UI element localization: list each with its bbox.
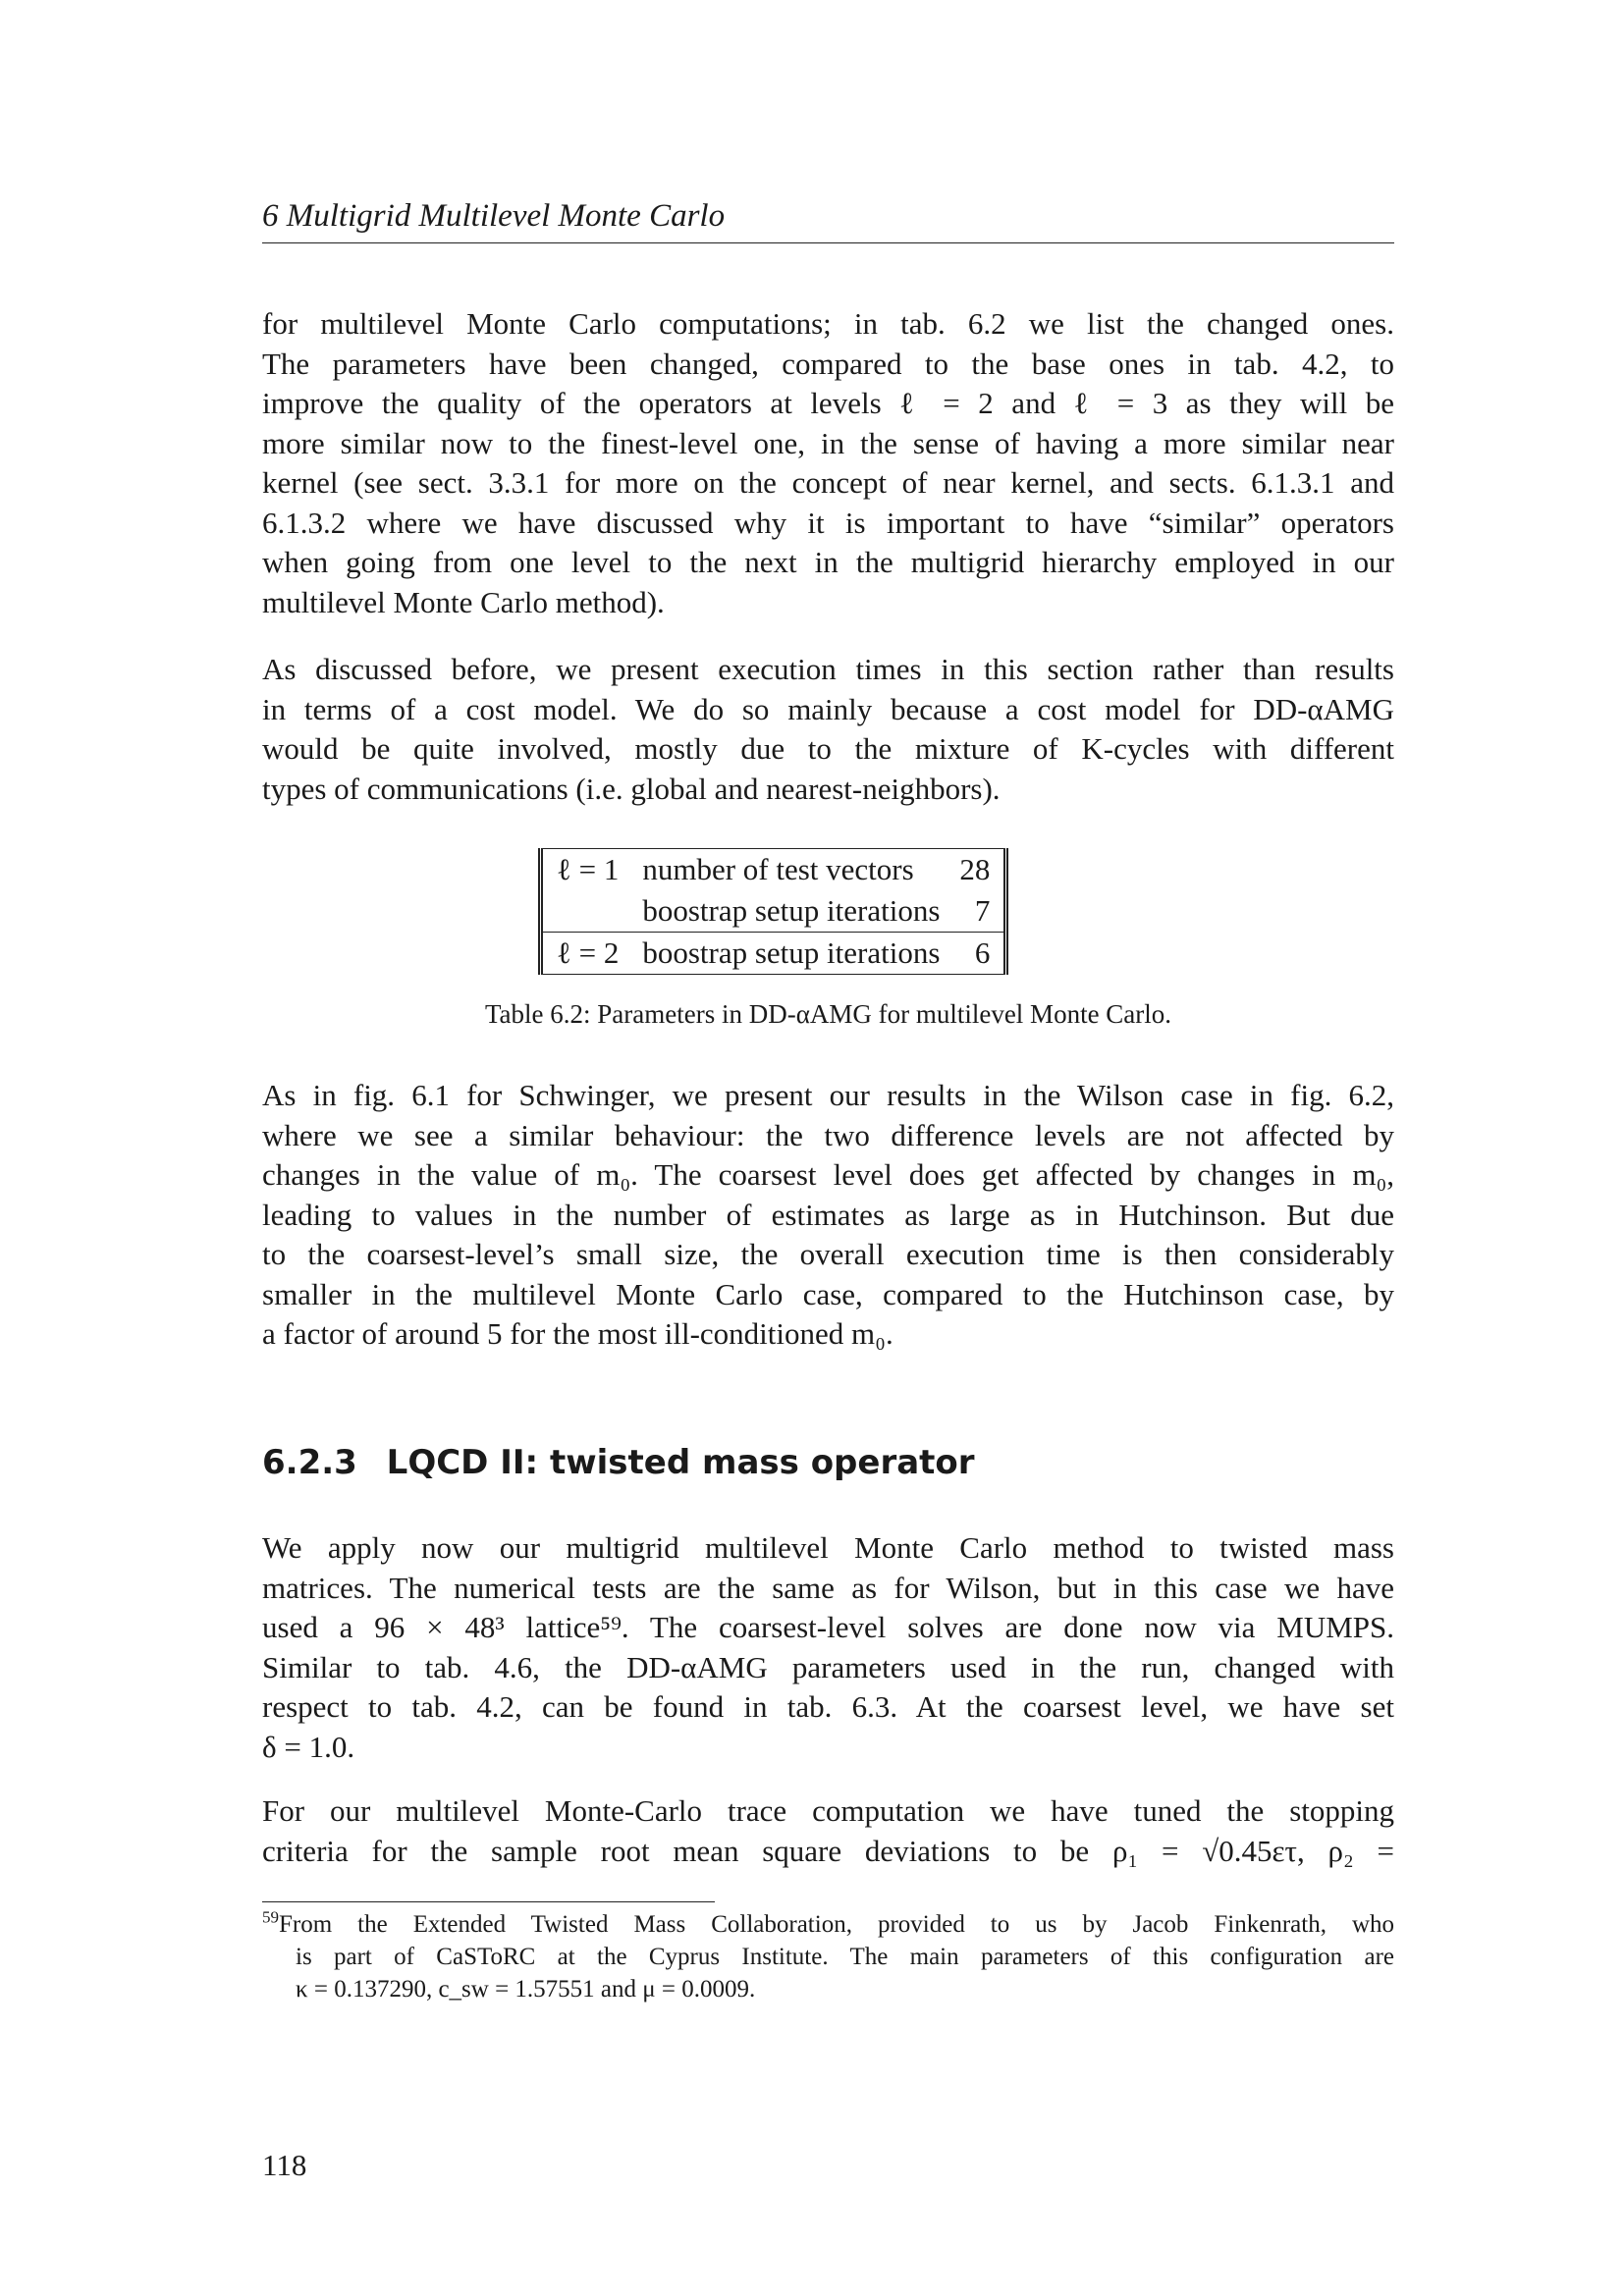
text-line: types of communications (i.e. global and nearest-neighbors). bbox=[262, 771, 1001, 806]
paragraph-5 bbox=[262, 1791, 1394, 1871]
paragraph-1 bbox=[262, 304, 1394, 622]
text-line: Similar to tab. 4.6, the DD-αAMG parameters used in the run, changed with bbox=[262, 1649, 1394, 1684]
text-line: kernel (see sect. 3.3.1 for more on the concept of near kernel, and sects. 6.1.3.1 and bbox=[262, 465, 1394, 500]
section-number: 6.2.3 bbox=[262, 1443, 357, 1482]
text-line: As in fig. 6.1 for Schwinger, we present our results in the Wilson case in fig. 6.2, bbox=[262, 1078, 1394, 1112]
text-line: criteria for the sample root mean square deviations to be ρ₁ = √0.45ετ, ρ₂ = bbox=[262, 1833, 1394, 1868]
text-line: improve the quality of the operators at levels ℓ = 2 and ℓ = 3 as they will be bbox=[262, 386, 1394, 420]
text-line: more similar now to the finest-level one, in the sense of having a more similar near bbox=[262, 425, 1394, 460]
text-line: changes in the value of m₀. The coarsest level does get affected by changes in m₀, bbox=[262, 1157, 1394, 1192]
value-cell: 7 bbox=[974, 893, 991, 928]
text-line: a factor of around 5 for the most ill-conditioned m₀. bbox=[262, 1316, 893, 1351]
running-head: 6 Multigrid Multilevel Monte Carlo bbox=[262, 198, 726, 234]
text-line: As discussed before, we present execution times in this section rather than results bbox=[262, 652, 1394, 686]
param-cell: boostrap setup iterations bbox=[642, 893, 941, 928]
text-line: δ = 1.0. bbox=[262, 1729, 355, 1764]
footnote-text: From the Extended Twisted Mass Collaboration, provided to us by Jacob Finkenrath, who bbox=[279, 1911, 1394, 1938]
param-cell: number of test vectors bbox=[642, 852, 914, 886]
text-line: used a 96 × 48³ lattice⁵⁹. The coarsest-level solves are done now via MUMPS. bbox=[262, 1610, 1394, 1644]
parameters-table-container bbox=[538, 848, 1008, 975]
footnote-line: is part of CaSToRC at the Cyprus Institute. The main parameters of this configuration are bbox=[296, 1944, 1394, 1970]
text-line: 6.1.3.2 where we have discussed why it is important to have “similar” operators bbox=[262, 505, 1394, 540]
paragraph-4 bbox=[262, 1528, 1394, 1767]
level-cell: ℓ = 2 bbox=[541, 933, 633, 975]
level-cell bbox=[541, 890, 633, 933]
paragraph-3 bbox=[262, 1076, 1394, 1355]
table-caption: Table 6.2: Parameters in DD-αAMG for multilevel Monte Carlo. bbox=[484, 999, 1172, 1029]
text-line: respect to tab. 4.2, can be found in tab. 6.3. At the coarsest level, we have set bbox=[262, 1689, 1394, 1724]
text-line: for multilevel Monte Carlo computations; in tab. 6.2 we list the changed ones. bbox=[262, 306, 1394, 341]
text-line: would be quite involved, mostly due to the mixture of K-cycles with different bbox=[262, 731, 1394, 766]
text-line: multilevel Monte Carlo method). bbox=[262, 584, 665, 619]
header-rule bbox=[262, 242, 1394, 243]
page-number: 118 bbox=[262, 2148, 307, 2182]
text-line: The parameters have been changed, compared to the base ones in tab. 4.2, to bbox=[262, 346, 1394, 381]
footnote-rule bbox=[262, 1901, 715, 1902]
table-row bbox=[541, 849, 1006, 891]
paragraph-2 bbox=[262, 650, 1394, 809]
level-cell: ℓ = 1 bbox=[557, 852, 620, 886]
text-line: when going from one level to the next in the multigrid hierarchy employed in our bbox=[262, 545, 1394, 579]
text-line: smaller in the multilevel Monte Carlo case, compared to the Hutchinson case, by bbox=[262, 1276, 1394, 1311]
footnote bbox=[262, 1908, 1394, 2005]
value-cell: 28 bbox=[959, 852, 991, 886]
footnote-line bbox=[262, 1908, 1394, 1941]
text-line: leading to values in the number of estimates as large as in Hutchinson. But due bbox=[262, 1197, 1394, 1232]
footnote-line: κ = 0.137290, c_sw = 1.57551 and μ = 0.0009. bbox=[296, 1976, 756, 2002]
table-row bbox=[541, 933, 1006, 975]
value-cell: 6 bbox=[949, 933, 1006, 975]
text-line: in terms of a cost model. We do so mainly because a cost model for DD-αAMG bbox=[262, 691, 1394, 726]
table-row bbox=[541, 890, 1006, 933]
footnote-mark: 59 bbox=[262, 1907, 279, 1927]
section-title: LQCD II: twisted mass operator bbox=[386, 1443, 975, 1482]
text-line: to the coarsest-level’s small size, the overall execution time is then considerably bbox=[262, 1237, 1394, 1271]
text-line: where we see a similar behaviour: the two difference levels are not affected by bbox=[262, 1117, 1394, 1152]
param-cell: boostrap setup iterations bbox=[632, 933, 949, 975]
text-line: matrices. The numerical tests are the same as for Wilson, but in this case we have bbox=[262, 1570, 1394, 1605]
section-heading bbox=[262, 1441, 975, 1484]
parameters-table bbox=[538, 848, 1008, 975]
text-line: We apply now our multigrid multilevel Monte Carlo method to twisted mass bbox=[262, 1530, 1394, 1565]
text-line: For our multilevel Monte-Carlo trace computation we have tuned the stopping bbox=[262, 1793, 1394, 1828]
